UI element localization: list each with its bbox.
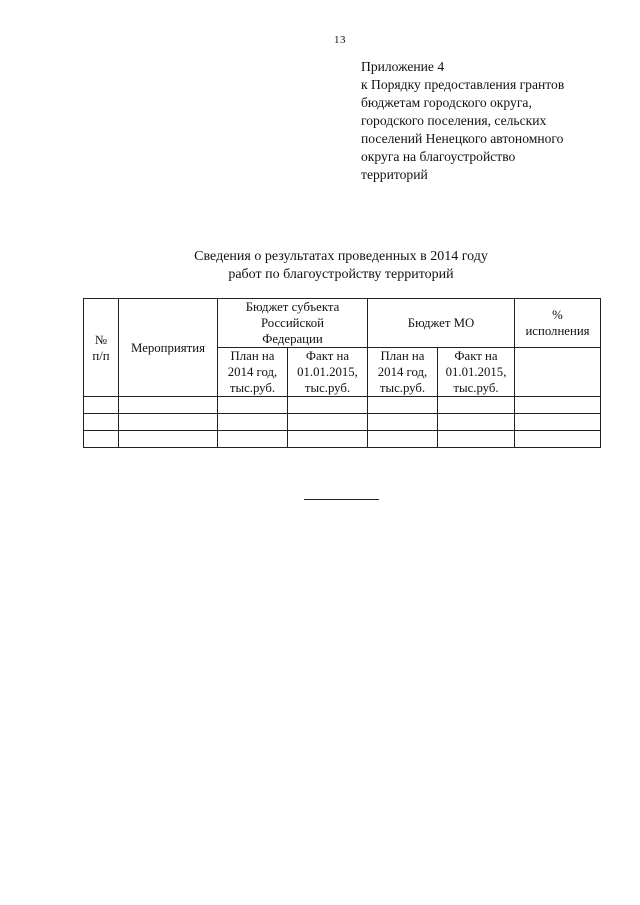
results-table xyxy=(83,298,601,448)
document-title xyxy=(0,248,640,284)
table-cell xyxy=(288,414,368,431)
header-mo-budget: Бюджет МО xyxy=(368,299,515,348)
table-cell xyxy=(515,414,601,431)
title-line: работ по благоустройству территорий xyxy=(228,267,454,282)
table-cell xyxy=(84,414,119,431)
header-subject-budget-line: Федерации xyxy=(262,332,323,346)
header-number xyxy=(84,299,119,397)
table-cell xyxy=(84,431,119,448)
appendix-line: территорий xyxy=(361,167,428,182)
table-cell xyxy=(84,397,119,414)
table-cell xyxy=(368,414,438,431)
appendix-line: городского поселения, сельских xyxy=(361,113,547,128)
header-plan-line: 2014 год, xyxy=(377,365,428,379)
table-cell xyxy=(119,431,218,448)
header-plan-line: План на xyxy=(380,349,425,363)
table-row xyxy=(84,414,601,431)
header-subject-budget-line: Российской xyxy=(260,316,325,330)
header-percent-empty xyxy=(515,348,601,397)
table-cell xyxy=(218,414,288,431)
header-number-line: п/п xyxy=(92,348,110,363)
title-line: Сведения о результатах проведенных в 2014 году xyxy=(194,249,488,264)
table-cell xyxy=(438,431,515,448)
appendix-line: поселений Ненецкого автономного xyxy=(361,131,564,146)
header-fact-line: тыс.руб. xyxy=(304,381,351,395)
table-row xyxy=(84,397,601,414)
table-cell xyxy=(218,431,288,448)
header-number-line: № xyxy=(94,332,108,347)
header-subject-budget xyxy=(218,299,368,348)
table-cell xyxy=(368,431,438,448)
table-cell xyxy=(288,397,368,414)
header-percent-line: исполнения xyxy=(525,324,590,338)
header-fact-line: тыс.руб. xyxy=(453,381,499,395)
closing-rule xyxy=(304,499,379,500)
table-cell xyxy=(119,397,218,414)
table-cell xyxy=(515,431,601,448)
header-percent xyxy=(515,299,601,348)
table-cell xyxy=(119,414,218,431)
header-mo-plan xyxy=(368,348,438,397)
header-mo-fact xyxy=(438,348,515,397)
table-cell xyxy=(515,397,601,414)
header-fact-line: Факт на xyxy=(454,349,498,363)
header-activities: Мероприятия xyxy=(119,299,218,397)
table-cell xyxy=(438,414,515,431)
appendix-line: к Порядку предоставления грантов xyxy=(361,77,565,92)
header-fact-line: Факт на xyxy=(305,349,350,363)
appendix-line: округа на благоустройство xyxy=(361,149,516,164)
header-fact-line: 01.01.2015, xyxy=(445,365,507,379)
appendix-block xyxy=(361,58,631,184)
header-plan-line: тыс.руб. xyxy=(379,381,426,395)
header-subject-budget-line: Бюджет субъекта xyxy=(245,300,340,314)
table-cell xyxy=(288,431,368,448)
table-cell xyxy=(218,397,288,414)
appendix-line: бюджетам городского округа, xyxy=(361,95,532,110)
page-number: 13 xyxy=(334,34,346,46)
table-cell xyxy=(438,397,515,414)
header-plan-line: 2014 год, xyxy=(227,365,278,379)
header-fact-line: 01.01.2015, xyxy=(297,365,358,379)
table-row xyxy=(84,431,601,448)
header-percent-line: % xyxy=(552,308,563,322)
appendix-line: Приложение 4 xyxy=(361,59,445,74)
header-plan-line: тыс.руб. xyxy=(229,381,276,395)
header-subject-plan xyxy=(218,348,288,397)
header-subject-fact xyxy=(288,348,368,397)
table-cell xyxy=(368,397,438,414)
header-plan-line: План на xyxy=(230,349,275,363)
